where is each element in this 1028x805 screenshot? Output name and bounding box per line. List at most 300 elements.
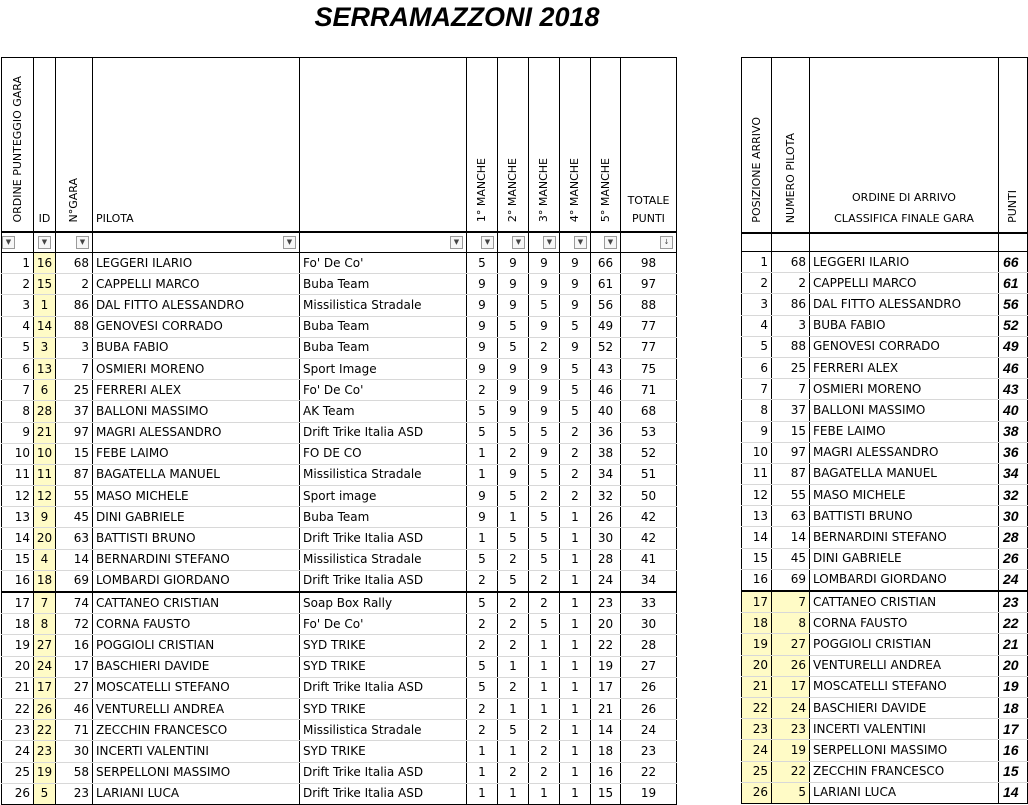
- header-pilota: PILOTA: [93, 58, 300, 233]
- table-row: [2, 762, 677, 783]
- table-row: [742, 527, 1028, 548]
- pilota-cell: BAGATELLA MANUEL: [93, 464, 300, 485]
- filter-dropdown-icon[interactable]: ▼: [574, 236, 587, 249]
- pilota-cell: BATTISTI BRUNO: [93, 528, 300, 549]
- manche-cell: 9: [498, 401, 529, 422]
- table-row: [742, 782, 1028, 803]
- punti-cell: 36: [999, 442, 1028, 463]
- manche-cell: 5: [529, 528, 560, 549]
- numero-cell: 26: [772, 655, 810, 676]
- id-cell: 19: [34, 762, 56, 783]
- numero-cell: 19: [772, 740, 810, 761]
- id-cell: 4: [34, 549, 56, 570]
- manche-cell: 1: [560, 677, 591, 698]
- pilota-cell: FEBE LAIMO: [810, 421, 999, 442]
- id-cell: 26: [34, 698, 56, 719]
- numero-cell: 15: [772, 421, 810, 442]
- numero-cell: 63: [772, 506, 810, 527]
- filter-cell: [529, 232, 560, 253]
- ngara-cell: 7: [56, 358, 93, 379]
- table-row: [2, 549, 677, 570]
- manche-cell: 9: [560, 253, 591, 274]
- manche-cell: 2: [467, 720, 498, 741]
- posizione-cell: 5: [742, 336, 772, 357]
- manche-cell: 5: [467, 253, 498, 274]
- manche-cell: 9: [529, 274, 560, 295]
- ordine-cell: 14: [2, 528, 34, 549]
- manche-cell: 5: [498, 720, 529, 741]
- manche-cell: 1: [560, 528, 591, 549]
- manche-cell: 9: [529, 253, 560, 274]
- table-row: [742, 548, 1028, 569]
- ngara-cell: 88: [56, 316, 93, 337]
- ngara-cell: 58: [56, 762, 93, 783]
- id-cell: 23: [34, 741, 56, 762]
- posizione-cell: 2: [742, 273, 772, 294]
- team-cell: Drift Trike Italia ASD: [300, 762, 467, 783]
- posizione-cell: 14: [742, 527, 772, 548]
- filter-dropdown-icon[interactable]: ▼: [2, 236, 15, 249]
- ngara-cell: 45: [56, 507, 93, 528]
- totale-cell: 19: [621, 783, 677, 804]
- pilota-cell: DAL FITTO ALESSANDRO: [93, 295, 300, 316]
- manche-cell: 5: [560, 401, 591, 422]
- totale-cell: 77: [621, 316, 677, 337]
- team-cell: Buba Team: [300, 337, 467, 358]
- header-numero: NUMERO PILOTA: [772, 58, 810, 234]
- header-manche-5: 5° MANCHE: [591, 58, 621, 233]
- filter-cell: [467, 232, 498, 253]
- manche-cell: 2: [467, 698, 498, 719]
- posizione-cell: 13: [742, 506, 772, 527]
- manche-cell: 2: [560, 443, 591, 464]
- totale-cell: 26: [621, 677, 677, 698]
- totale-cell: 26: [621, 698, 677, 719]
- sort-descending-icon[interactable]: ↓: [660, 236, 673, 249]
- totale-cell: 24: [621, 720, 677, 741]
- table-row: [2, 614, 677, 635]
- punti-cell: 40: [999, 400, 1028, 421]
- manche-cell: 9: [498, 358, 529, 379]
- table-row: [742, 252, 1028, 273]
- pilota-cell: CAPPELLI MARCO: [93, 274, 300, 295]
- numero-cell: 45: [772, 548, 810, 569]
- punti-cell: 32: [999, 485, 1028, 506]
- table-row: [2, 253, 677, 274]
- ordine-cell: 25: [2, 762, 34, 783]
- header-ordine: ORDINE PUNTEGGIO GARA: [2, 58, 34, 233]
- header-ngara: N°GARA: [56, 58, 93, 233]
- numero-cell: 37: [772, 400, 810, 421]
- table-row: [742, 506, 1028, 527]
- punti-cell: 15: [999, 761, 1028, 782]
- posizione-cell: 19: [742, 634, 772, 655]
- manche-cell: 23: [591, 592, 621, 614]
- totale-cell: 68: [621, 401, 677, 422]
- punti-cell: 23: [999, 591, 1028, 613]
- punti-cell: 19: [999, 676, 1028, 697]
- filter-cell: [591, 232, 621, 253]
- table-row: [2, 698, 677, 719]
- posizione-cell: 22: [742, 697, 772, 718]
- manche-cell: 1: [560, 762, 591, 783]
- posizione-cell: 10: [742, 442, 772, 463]
- totale-cell: 34: [621, 570, 677, 592]
- pilota-cell: ZECCHIN FRANCESCO: [810, 761, 999, 782]
- manche-cell: 15: [591, 783, 621, 804]
- manche-cell: 1: [467, 464, 498, 485]
- pilota-cell: CORNA FAUSTO: [93, 614, 300, 635]
- pilota-cell: LOMBARDI GIORDANO: [810, 569, 999, 591]
- table-row: [2, 720, 677, 741]
- table-row: [2, 358, 677, 379]
- team-cell: SYD TRIKE: [300, 698, 467, 719]
- manche-cell: 49: [591, 316, 621, 337]
- team-cell: FO DE CO: [300, 443, 467, 464]
- manche-cell: 9: [560, 274, 591, 295]
- table-row: [742, 273, 1028, 294]
- pilota-cell: SERPELLONI MASSIMO: [810, 740, 999, 761]
- final-ranking-table: [741, 57, 1028, 804]
- posizione-cell: 16: [742, 569, 772, 591]
- pilota-cell: MOSCATELLI STEFANO: [93, 677, 300, 698]
- posizione-cell: 1: [742, 252, 772, 273]
- team-cell: Buba Team: [300, 316, 467, 337]
- table-row: [742, 294, 1028, 315]
- ngara-cell: 14: [56, 549, 93, 570]
- ordine-cell: 7: [2, 380, 34, 401]
- table-row: [2, 337, 677, 358]
- table-row: [2, 783, 677, 804]
- manche-cell: 5: [498, 486, 529, 507]
- posizione-cell: 17: [742, 591, 772, 613]
- id-cell: 15: [34, 274, 56, 295]
- ngara-cell: 25: [56, 380, 93, 401]
- ordine-cell: 24: [2, 741, 34, 762]
- numero-cell: 69: [772, 569, 810, 591]
- manche-cell: 9: [467, 337, 498, 358]
- manche-cell: 2: [467, 570, 498, 592]
- page-title: SERRAMAZZONI 2018: [314, 2, 600, 32]
- numero-cell: 88: [772, 336, 810, 357]
- manche-cell: 38: [591, 443, 621, 464]
- table-row: [2, 401, 677, 422]
- empty-cell: [772, 233, 810, 252]
- ordine-cell: 5: [2, 337, 34, 358]
- pilota-cell: LEGGERI ILARIO: [93, 253, 300, 274]
- ordine-cell: 9: [2, 422, 34, 443]
- pilota-cell: INCERTI VALENTINI: [810, 719, 999, 740]
- manche-cell: 9: [498, 295, 529, 316]
- table-row: [2, 570, 677, 592]
- numero-cell: 7: [772, 591, 810, 613]
- manche-cell: 2: [498, 443, 529, 464]
- table-row: [742, 336, 1028, 357]
- manche-cell: 2: [498, 592, 529, 614]
- posizione-cell: 12: [742, 485, 772, 506]
- manche-cell: 9: [467, 316, 498, 337]
- pilota-cell: CATTANEO CRISTIAN: [93, 592, 300, 614]
- pilota-cell: MASO MICHELE: [93, 486, 300, 507]
- manche-cell: 16: [591, 762, 621, 783]
- filter-dropdown-icon[interactable]: ▼: [604, 236, 617, 249]
- totale-cell: 77: [621, 337, 677, 358]
- pilota-cell: BAGATELLA MANUEL: [810, 463, 999, 484]
- posizione-cell: 6: [742, 357, 772, 378]
- punti-cell: 49: [999, 336, 1028, 357]
- ordine-cell: 20: [2, 656, 34, 677]
- filter-dropdown-icon[interactable]: ▼: [38, 236, 51, 249]
- manche-cell: 5: [467, 549, 498, 570]
- filter-row: [742, 233, 1028, 252]
- numero-cell: 7: [772, 379, 810, 400]
- manche-cell: 2: [529, 720, 560, 741]
- filter-row: [2, 232, 677, 253]
- manche-cell: 1: [529, 656, 560, 677]
- numero-cell: 25: [772, 357, 810, 378]
- pilota-cell: LEGGERI ILARIO: [810, 252, 999, 273]
- table-row: [2, 677, 677, 698]
- id-cell: 21: [34, 422, 56, 443]
- header-manche-3: 3° MANCHE: [529, 58, 560, 233]
- manche-cell: 9: [529, 443, 560, 464]
- team-cell: Drift Trike Italia ASD: [300, 422, 467, 443]
- manche-cell: 9: [467, 358, 498, 379]
- numero-cell: 24: [772, 697, 810, 718]
- pilota-cell: LARIANI LUCA: [810, 782, 999, 803]
- manche-cell: 9: [498, 274, 529, 295]
- ngara-cell: 63: [56, 528, 93, 549]
- pilota-cell: CORNA FAUSTO: [810, 613, 999, 634]
- pilota-cell: BERNARDINI STEFANO: [810, 527, 999, 548]
- manche-cell: 9: [498, 380, 529, 401]
- punti-cell: 66: [999, 252, 1028, 273]
- ordine-cell: 6: [2, 358, 34, 379]
- ngara-cell: 97: [56, 422, 93, 443]
- manche-cell: 1: [498, 507, 529, 528]
- empty-cell: [810, 233, 999, 252]
- manche-cell: 9: [560, 337, 591, 358]
- header-posizione: POSIZIONE ARRIVO: [742, 58, 772, 234]
- pilota-cell: BALLONI MASSIMO: [93, 401, 300, 422]
- punti-cell: 28: [999, 527, 1028, 548]
- table-row: [2, 635, 677, 656]
- team-cell: SYD TRIKE: [300, 741, 467, 762]
- header-row: [2, 58, 677, 233]
- filter-dropdown-icon[interactable]: ▼: [76, 236, 89, 249]
- manche-cell: 2: [529, 486, 560, 507]
- manche-cell: 5: [529, 295, 560, 316]
- manche-cell: 1: [467, 762, 498, 783]
- manche-cell: 2: [498, 677, 529, 698]
- id-cell: 8: [34, 614, 56, 635]
- pilota-cell: MASO MICHELE: [810, 485, 999, 506]
- totale-cell: 42: [621, 528, 677, 549]
- team-cell: SYD TRIKE: [300, 656, 467, 677]
- manche-cell: 2: [498, 614, 529, 635]
- id-cell: 3: [34, 337, 56, 358]
- punti-cell: 20: [999, 655, 1028, 676]
- punti-cell: 14: [999, 782, 1028, 803]
- id-cell: 13: [34, 358, 56, 379]
- id-cell: 7: [34, 592, 56, 614]
- filter-dropdown-icon[interactable]: ▼: [283, 236, 296, 249]
- filter-cell: [2, 232, 34, 253]
- table-row: [742, 740, 1028, 761]
- filter-dropdown-icon[interactable]: ▼: [450, 236, 463, 249]
- pilota-cell: MAGRI ALESSANDRO: [810, 442, 999, 463]
- manche-cell: 1: [498, 698, 529, 719]
- numero-cell: 23: [772, 719, 810, 740]
- numero-cell: 5: [772, 782, 810, 803]
- manche-cell: 21: [591, 698, 621, 719]
- manche-cell: 9: [498, 253, 529, 274]
- manche-cell: 5: [498, 337, 529, 358]
- manche-cell: 2: [498, 762, 529, 783]
- table-row: [742, 485, 1028, 506]
- pilota-cell: DINI GABRIELE: [93, 507, 300, 528]
- ordine-cell: 3: [2, 295, 34, 316]
- totale-cell: 50: [621, 486, 677, 507]
- manche-cell: 2: [467, 614, 498, 635]
- id-cell: 9: [34, 507, 56, 528]
- table-row: [2, 507, 677, 528]
- manche-cell: 9: [560, 295, 591, 316]
- table-row: [742, 463, 1028, 484]
- manche-cell: 1: [560, 720, 591, 741]
- table-row: [2, 443, 677, 464]
- manche-cell: 52: [591, 337, 621, 358]
- manche-cell: 1: [529, 677, 560, 698]
- manche-cell: 1: [498, 783, 529, 804]
- ngara-cell: 15: [56, 443, 93, 464]
- ordine-cell: 10: [2, 443, 34, 464]
- posizione-cell: 24: [742, 740, 772, 761]
- manche-cell: 5: [529, 507, 560, 528]
- manche-cell: 1: [467, 443, 498, 464]
- empty-cell: [742, 233, 772, 252]
- filter-cell: [93, 232, 300, 253]
- filter-cell: [34, 232, 56, 253]
- manche-cell: 1: [498, 741, 529, 762]
- numero-cell: 22: [772, 761, 810, 782]
- table-row: [742, 357, 1028, 378]
- ordine-cell: 4: [2, 316, 34, 337]
- table-row: [2, 316, 677, 337]
- manche-cell: 22: [591, 635, 621, 656]
- empty-cell: [999, 233, 1028, 252]
- team-cell: Missilistica Stradale: [300, 295, 467, 316]
- ngara-cell: 17: [56, 656, 93, 677]
- id-cell: 28: [34, 401, 56, 422]
- manche-cell: 2: [529, 762, 560, 783]
- manche-cell: 66: [591, 253, 621, 274]
- team-cell: Drift Trike Italia ASD: [300, 783, 467, 804]
- filter-dropdown-icon[interactable]: ▼: [512, 236, 525, 249]
- table-row: [2, 656, 677, 677]
- pilota-cell: MAGRI ALESSANDRO: [93, 422, 300, 443]
- manche-cell: 1: [560, 614, 591, 635]
- manche-cell: 2: [498, 635, 529, 656]
- team-cell: Sport image: [300, 486, 467, 507]
- totale-cell: 88: [621, 295, 677, 316]
- table-row: [742, 719, 1028, 740]
- posizione-cell: 9: [742, 421, 772, 442]
- header-manche-2: 2° MANCHE: [498, 58, 529, 233]
- totale-cell: 71: [621, 380, 677, 401]
- team-cell: Missilistica Stradale: [300, 720, 467, 741]
- ordine-cell: 21: [2, 677, 34, 698]
- punti-cell: 18: [999, 697, 1028, 718]
- table-row: [742, 613, 1028, 634]
- team-cell: Buba Team: [300, 507, 467, 528]
- pilota-cell: OSMIERI MORENO: [93, 358, 300, 379]
- header-punti: PUNTI: [999, 58, 1028, 234]
- ngara-cell: 69: [56, 570, 93, 592]
- ngara-cell: 55: [56, 486, 93, 507]
- punti-cell: 46: [999, 357, 1028, 378]
- ordine-cell: 18: [2, 614, 34, 635]
- race-scores-table: [1, 57, 677, 805]
- manche-cell: 5: [498, 422, 529, 443]
- table-row: [742, 421, 1028, 442]
- ordine-cell: 12: [2, 486, 34, 507]
- manche-cell: 2: [467, 635, 498, 656]
- manche-cell: 1: [560, 783, 591, 804]
- ngara-cell: 86: [56, 295, 93, 316]
- manche-cell: 5: [498, 316, 529, 337]
- manche-cell: 40: [591, 401, 621, 422]
- manche-cell: 1: [560, 507, 591, 528]
- manche-cell: 20: [591, 614, 621, 635]
- header-team: [300, 58, 467, 233]
- totale-cell: 22: [621, 762, 677, 783]
- totale-cell: 41: [621, 549, 677, 570]
- team-cell: Sport Image: [300, 358, 467, 379]
- numero-cell: 17: [772, 676, 810, 697]
- pilota-cell: GENOVESI CORRADO: [810, 336, 999, 357]
- manche-cell: 5: [467, 401, 498, 422]
- manche-cell: 1: [498, 656, 529, 677]
- manche-cell: 5: [560, 358, 591, 379]
- team-cell: Drift Trike Italia ASD: [300, 528, 467, 549]
- table-row: [742, 379, 1028, 400]
- numero-cell: 86: [772, 294, 810, 315]
- id-cell: 1: [34, 295, 56, 316]
- filter-dropdown-icon[interactable]: ▼: [543, 236, 556, 249]
- posizione-cell: 11: [742, 463, 772, 484]
- totale-cell: 30: [621, 614, 677, 635]
- table-row: [2, 592, 677, 614]
- ordine-cell: 23: [2, 720, 34, 741]
- manche-cell: 1: [560, 570, 591, 592]
- posizione-cell: 18: [742, 613, 772, 634]
- manche-cell: 61: [591, 274, 621, 295]
- pilota-cell: LARIANI LUCA: [93, 783, 300, 804]
- filter-dropdown-icon[interactable]: ▼: [481, 236, 494, 249]
- ngara-cell: 30: [56, 741, 93, 762]
- manche-cell: 9: [467, 507, 498, 528]
- table-row: [2, 741, 677, 762]
- manche-cell: 2: [498, 549, 529, 570]
- totale-cell: 42: [621, 507, 677, 528]
- id-cell: 20: [34, 528, 56, 549]
- totale-cell: 51: [621, 464, 677, 485]
- filter-cell: [560, 232, 591, 253]
- ordine-cell: 17: [2, 592, 34, 614]
- manche-cell: 26: [591, 507, 621, 528]
- id-cell: 10: [34, 443, 56, 464]
